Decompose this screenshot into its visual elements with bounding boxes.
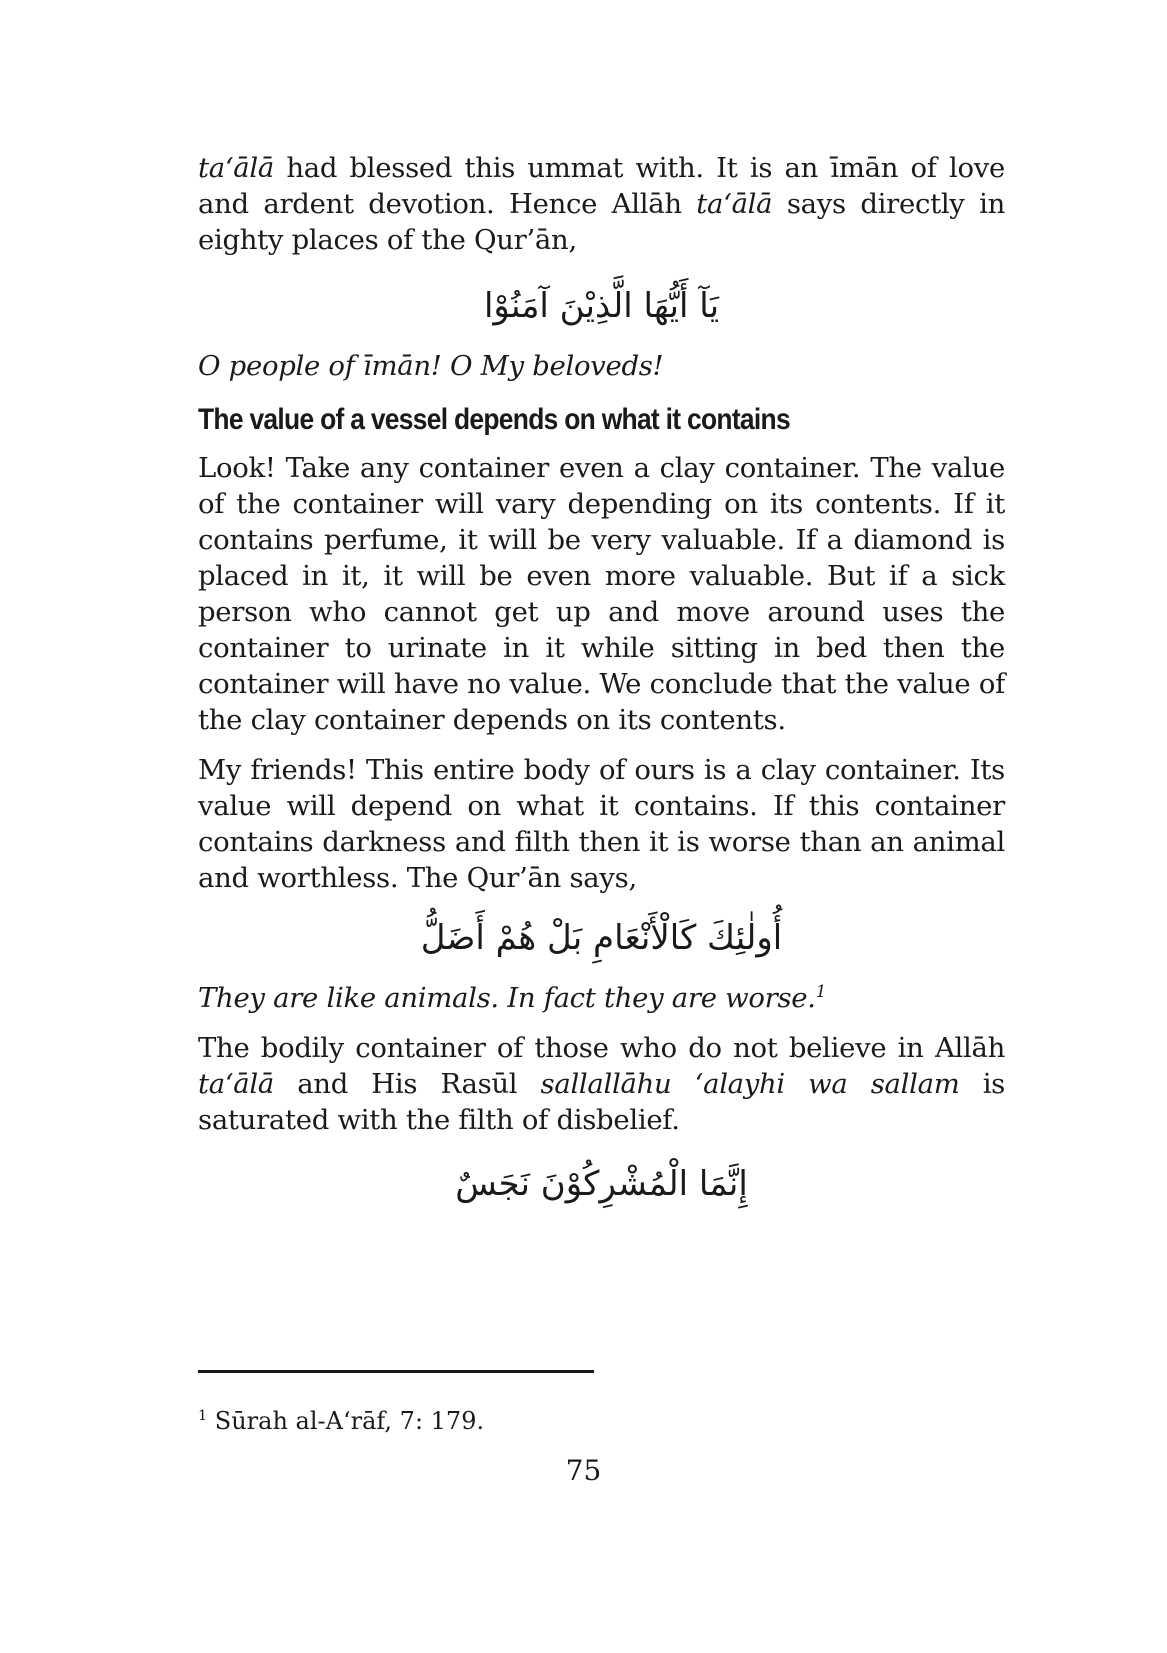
arabic-verse-3: إِنَّمَا الْمُشْرِكُوْنَ نَجَسٌ (455, 1164, 748, 1204)
footnote (198, 1406, 484, 1436)
honorific-text: ta‘ālā (198, 1068, 274, 1100)
paragraph-body: My friends! This entire body of ours is a clay container. Its value will depend on what it contains. If this container contains darkness and filth then it is worse than an animal and worthless. The Qur’ān says, (198, 754, 1005, 894)
paragraph-disbelief (198, 1030, 1005, 1138)
arabic-verse-2: أُولٰئِكَ كَالْأَنْعَامِ بَلْ هُمْ أَضَلُّ (420, 918, 783, 958)
footnote-ref: 1 (815, 981, 826, 1001)
page-number: 75 (565, 1454, 602, 1487)
footnote-number: 1 (198, 1408, 208, 1424)
intro-text: had blessed this ummat with. It is an īmān of love and ardent devotion. Hence Allāh (198, 152, 1005, 220)
verse-1-translation: O people of īmān! O My beloveds! (198, 350, 664, 382)
footnote-divider (198, 1370, 594, 1373)
salutation-text: sallallāhu ‘alayhi wa sallam (540, 1068, 960, 1100)
intro-paragraph (198, 150, 1005, 258)
honorific-text: ta‘ālā (198, 152, 274, 184)
arabic-verse-1: يَآ أَيُّهَا الَّذِيْنَ آمَنُوْا (483, 286, 720, 326)
verse-2-translation (198, 980, 1005, 1016)
verse-2-translation-text: They are like animals. In fact they are worse. (198, 982, 816, 1014)
section-heading: The value of a vessel depends on what it contains (198, 403, 790, 436)
para3-text: The bodily container of those who do not believe in Allāh (198, 1032, 1005, 1064)
page-content (198, 150, 1005, 1214)
intro-text: says directly in eighty places of the Qur’ān, (198, 188, 1006, 256)
honorific-text: ta‘ālā (696, 188, 773, 220)
paragraph-container: Look! Take any container even a clay container. The value of the container will vary depending on its contents. If it contains perfume, it will be very valuable. If a diamond is placed in it, it will be even more valuable. But if a sick person who cannot get up and move around uses the container to urinate in it while sitting in bed then the container will have no value. We conclude that the value of the clay container depends on its contents. (198, 452, 1005, 736)
para3-text: and His Rasūl (273, 1068, 541, 1100)
footnote-text: Sūrah al-A‘rāf, 7: 179. (207, 1407, 485, 1435)
para3-text: is saturated with the filth of disbelief. (198, 1068, 1005, 1136)
